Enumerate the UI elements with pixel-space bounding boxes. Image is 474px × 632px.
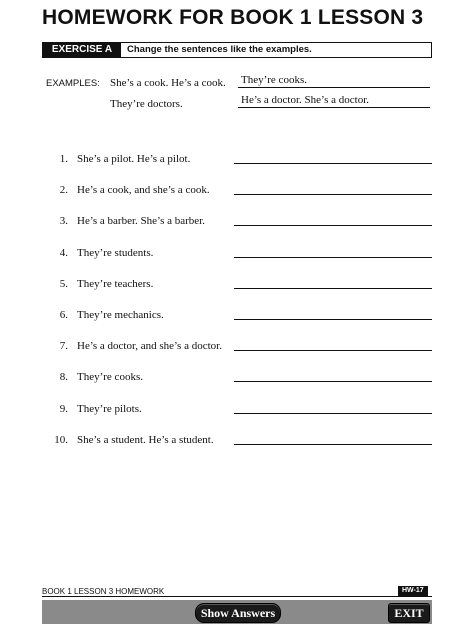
answer-line[interactable]: [234, 413, 432, 414]
item-sentence: She’s a pilot. He’s a pilot.: [77, 153, 191, 165]
bottom-toolbar: [42, 600, 432, 624]
exercise-item: [40, 184, 432, 200]
example-answer-2: He’s a doctor. She’s a doctor.: [238, 94, 430, 108]
exercise-item: [40, 247, 432, 263]
example-answer-1: They’re cooks.: [238, 74, 430, 88]
examples-label: EXAMPLES:: [46, 78, 100, 89]
item-number: 2.: [59, 184, 68, 197]
exercise-item: [40, 403, 432, 419]
example-question-2: They’re doctors.: [110, 98, 183, 110]
answer-line[interactable]: [234, 288, 432, 289]
item-sentence: They’re teachers.: [77, 277, 154, 290]
item-sentence: They’re students.: [77, 246, 154, 259]
footer-divider: [42, 596, 432, 597]
exercise-tag: EXERCISE A: [43, 43, 121, 57]
exercise-item: [40, 215, 432, 231]
answer-line[interactable]: [234, 257, 432, 258]
page-title: HOMEWORK FOR BOOK 1 LESSON 3: [42, 6, 424, 29]
example-question-1: She’s a cook. He’s a cook.: [110, 77, 226, 89]
item-sentence: They’re mechanics.: [77, 309, 164, 321]
item-number: 10.: [54, 433, 68, 446]
item-number: 9.: [59, 402, 68, 415]
exercise-item: [40, 153, 432, 169]
item-sentence: They’re cooks.: [77, 371, 143, 384]
exercise-instruction: Change the sentences like the examples.: [127, 44, 312, 55]
item-sentence: He’s a barber. She’s a barber.: [77, 215, 205, 228]
exit-button[interactable]: EXIT: [388, 603, 430, 623]
answer-line[interactable]: [234, 381, 432, 382]
item-number: 7.: [59, 340, 68, 353]
answer-line[interactable]: [234, 319, 432, 320]
item-number: 6.: [59, 309, 68, 321]
item-sentence: He’s a doctor, and she’s a doctor.: [77, 340, 222, 353]
exercise-item: [40, 309, 432, 325]
item-sentence: She’s a student. He’s a student.: [77, 433, 214, 446]
answer-line[interactable]: [234, 225, 432, 226]
exercise-item: [40, 434, 432, 450]
answer-line[interactable]: [234, 444, 432, 445]
item-sentence: He’s a cook, and she’s a cook.: [77, 184, 210, 197]
item-number: 8.: [59, 371, 68, 384]
exercise-item: [40, 340, 432, 356]
show-answers-button[interactable]: Show Answers: [195, 603, 281, 623]
exercise-item: [40, 278, 432, 294]
item-number: 1.: [59, 153, 68, 165]
exercise-item: [40, 371, 432, 387]
answer-line[interactable]: [234, 163, 432, 164]
item-sentence: They’re pilots.: [77, 402, 142, 415]
item-number: 3.: [59, 215, 68, 228]
answer-line[interactable]: [234, 350, 432, 351]
footer-label: BOOK 1 LESSON 3 HOMEWORK: [42, 587, 165, 596]
item-number: 5.: [59, 277, 68, 290]
item-number: 4.: [59, 246, 68, 259]
page-code-badge: HW-17: [398, 586, 428, 596]
answer-line[interactable]: [234, 194, 432, 195]
exercise-header: [42, 42, 432, 58]
